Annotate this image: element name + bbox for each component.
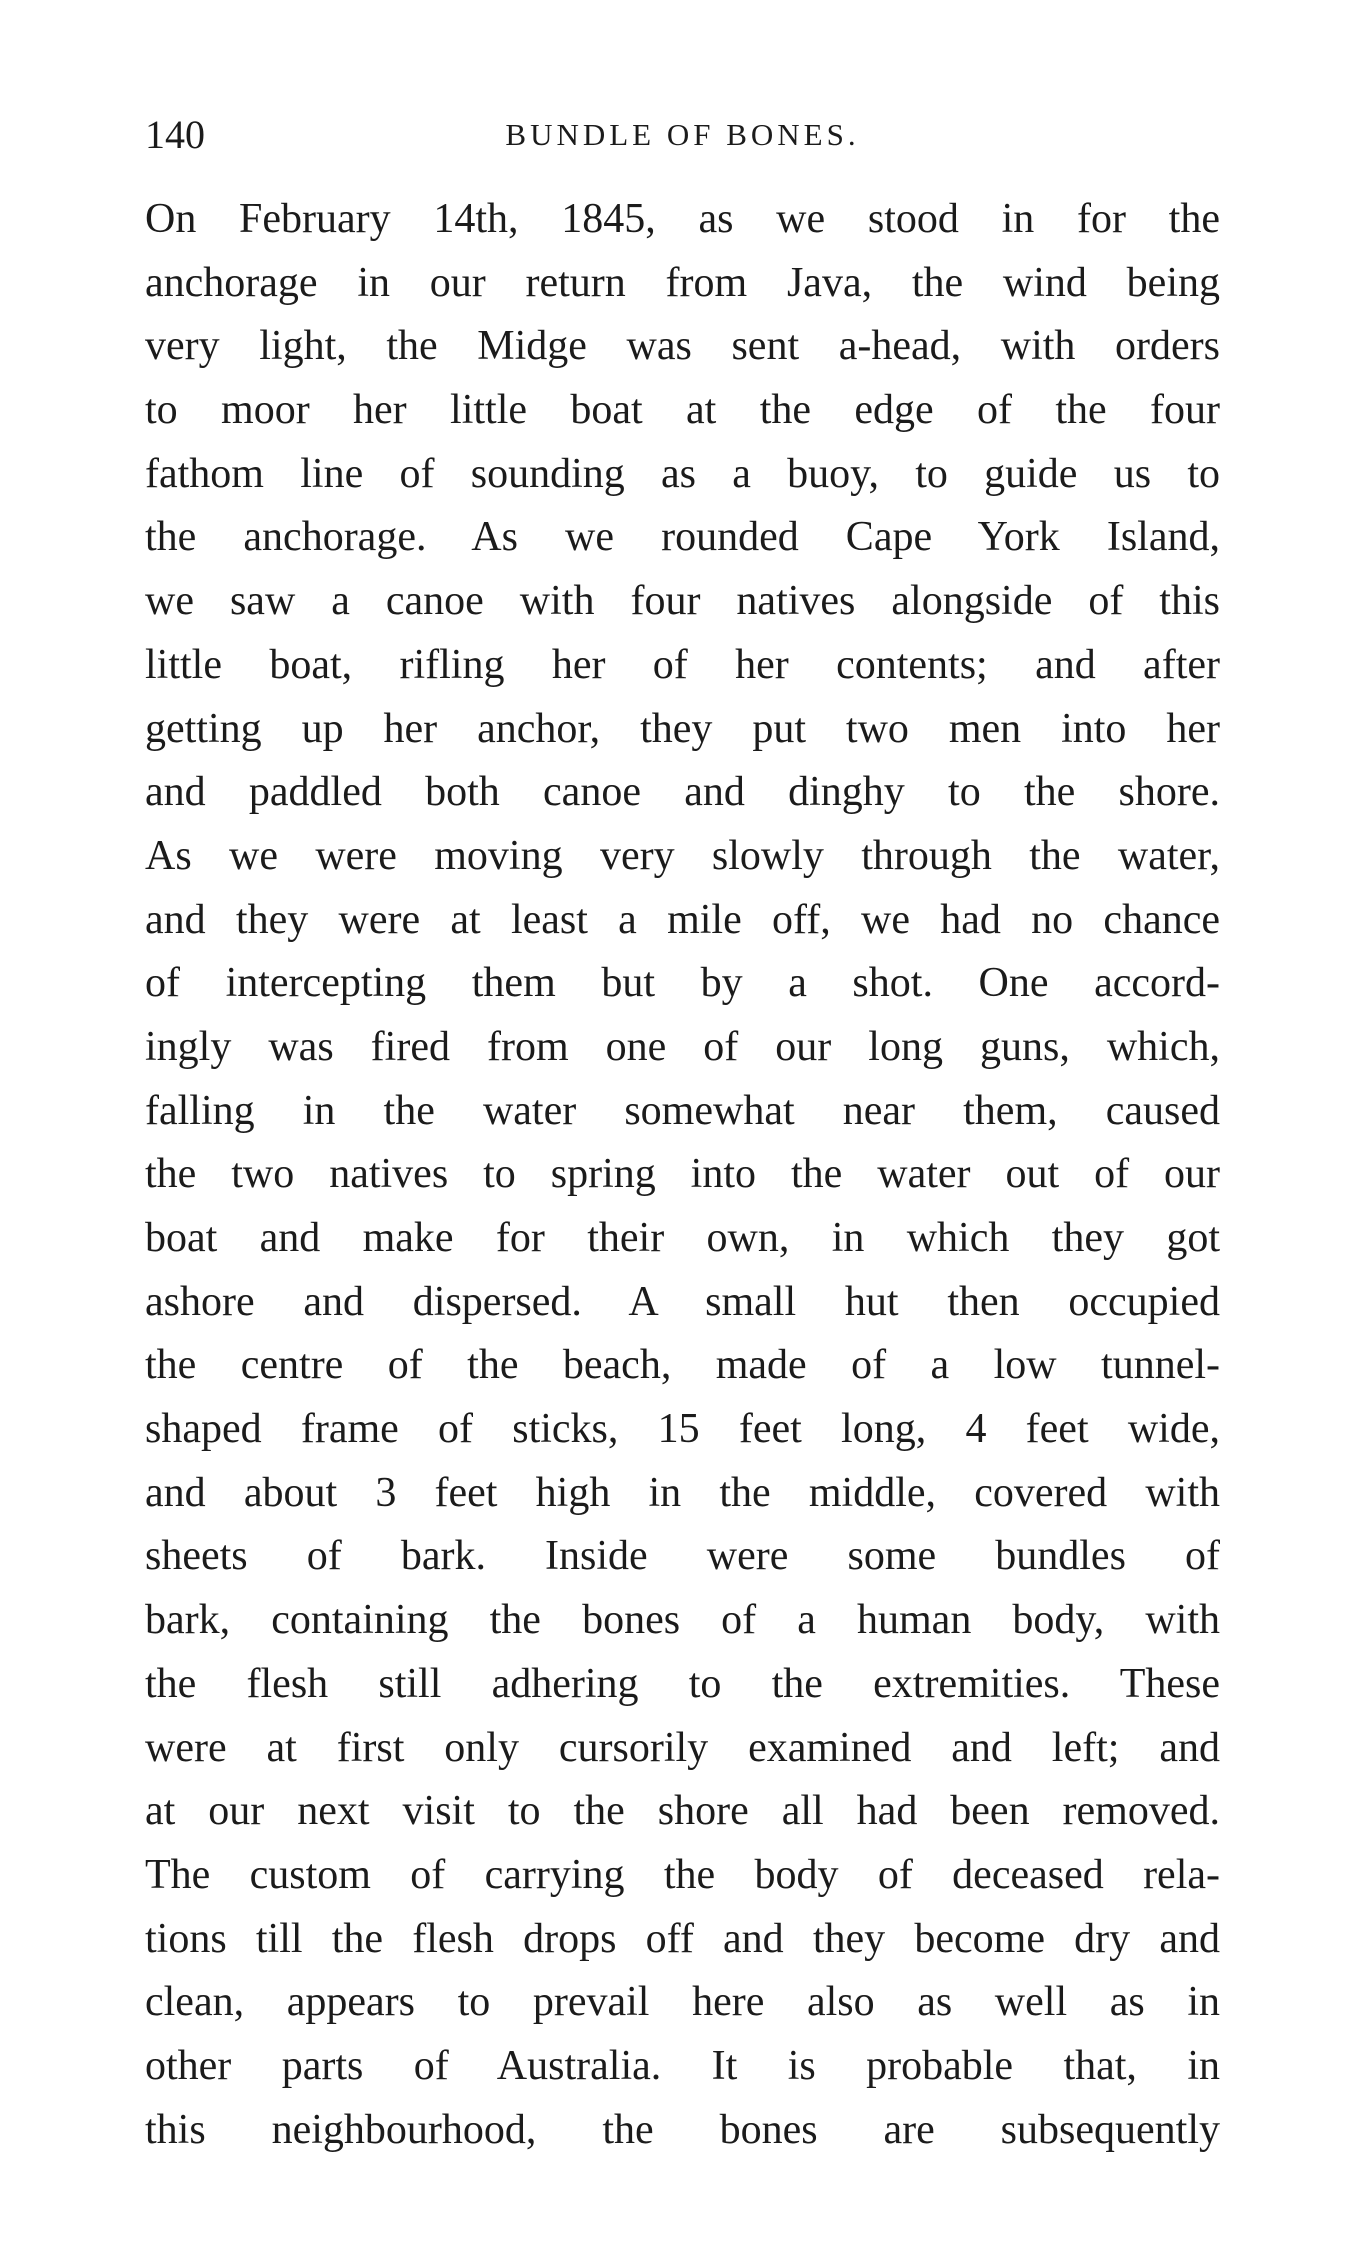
text-line: were at first only cursorily examined and left; and: [145, 1724, 1220, 1771]
text-line: the flesh still adhering to the extremities. These: [145, 1660, 1220, 1707]
text-line: ashore and dispersed. A small hut then occupied: [145, 1278, 1220, 1325]
text-line: fathom line of sounding as a buoy, to guide us to: [145, 450, 1220, 497]
text-line: and they were at least a mile off, we had no chance: [145, 896, 1220, 943]
page-number: 140: [145, 112, 205, 157]
text-line: of intercepting them but by a shot. One accord-: [145, 960, 1220, 1007]
running-head: [145, 110, 1220, 160]
body-text: [145, 188, 1220, 2162]
text-line: On February 14th, 1845, as we stood in for the: [145, 196, 1220, 242]
text-line: As we were moving very slowly through the water,: [145, 832, 1220, 879]
text-line: bark, containing the bones of a human body, with: [145, 1597, 1220, 1644]
running-title: BUNDLE OF BONES.: [505, 117, 860, 152]
text-line: ingly was fired from one of our long guns, which,: [145, 1023, 1220, 1070]
text-line: anchorage in our return from Java, the wind being: [145, 259, 1220, 306]
text-line: the centre of the beach, made of a low tunnel-: [145, 1342, 1220, 1389]
text-line: getting up her anchor, they put two men into her: [145, 705, 1220, 752]
text-line: the two natives to spring into the water out of our: [145, 1151, 1220, 1198]
text-line: very light, the Midge was sent a-head, with orders: [145, 323, 1220, 370]
text-line: sheets of bark. Inside were some bundles of: [145, 1533, 1220, 1580]
text-line: and about 3 feet high in the middle, covered with: [145, 1469, 1220, 1516]
text-line: the anchorage. As we rounded Cape York Island,: [145, 514, 1220, 561]
text-line: little boat, rifling her of her contents; and after: [145, 641, 1220, 688]
text-line: at our next visit to the shore all had been removed.: [145, 1788, 1220, 1835]
text-line: clean, appears to prevail here also as well as in: [145, 1979, 1220, 2026]
text-line: shaped frame of sticks, 15 feet long, 4 feet wide,: [145, 1406, 1220, 1453]
text-line: tions till the flesh drops off and they become dry and: [145, 1915, 1220, 1962]
text-line: to moor her little boat at the edge of the four: [145, 387, 1220, 434]
text-line: falling in the water somewhat near them, caused: [145, 1087, 1220, 1134]
text-line: other parts of Australia. It is probable that, in: [145, 2042, 1220, 2089]
text-line: and paddled both canoe and dinghy to the shore.: [145, 769, 1220, 816]
text-line: we saw a canoe with four natives alongside of this: [145, 578, 1220, 625]
text-line: The custom of carrying the body of deceased rela-: [145, 1851, 1220, 1898]
text-line: boat and make for their own, in which they got: [145, 1215, 1220, 1261]
text-line: this neighbourhood, the bones are subsequently: [145, 2106, 1220, 2153]
